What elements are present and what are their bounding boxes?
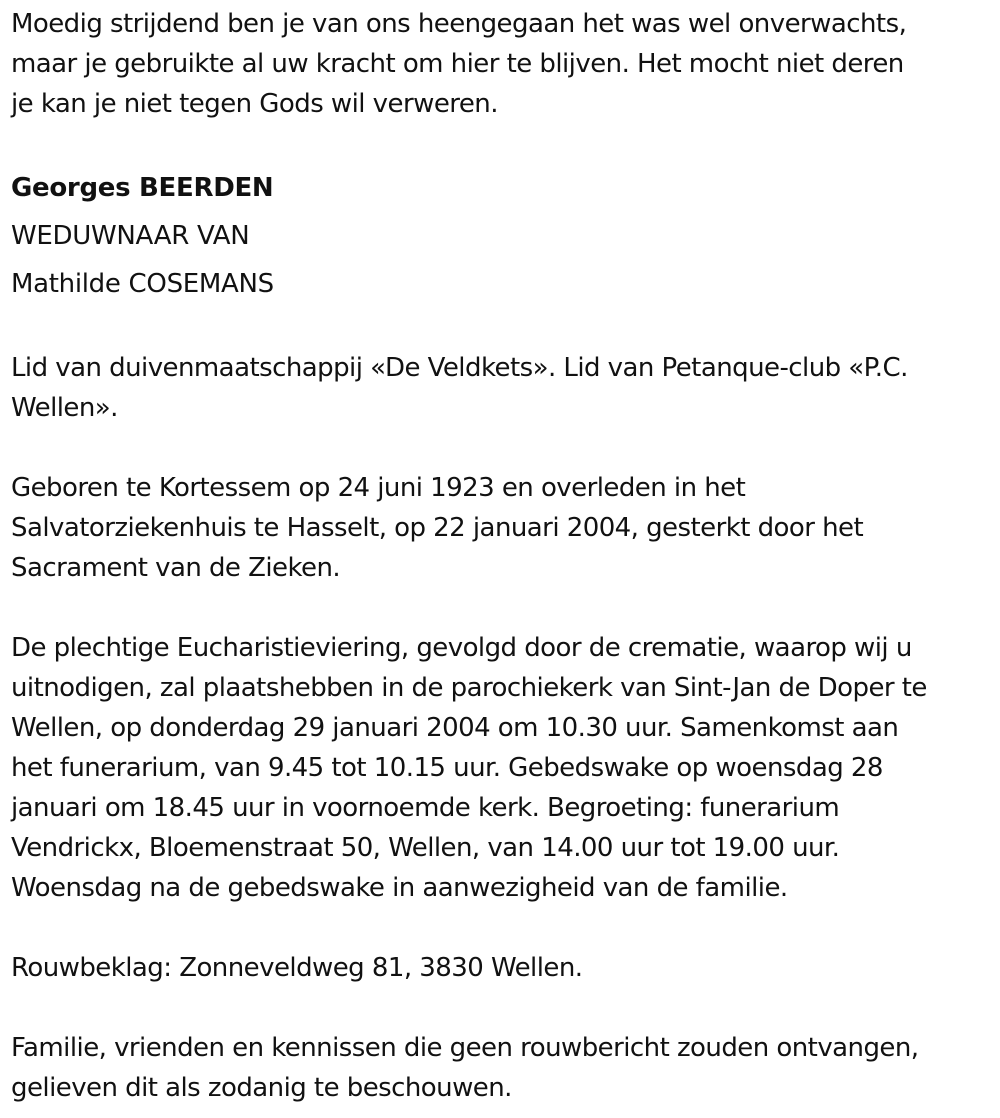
relation-label: WEDUWNAAR VAN bbox=[11, 221, 250, 251]
membership-line: Lid van duivenmaatschappij «De Veldkets». Lid van Petanque-club «P.C. bbox=[11, 353, 908, 383]
ceremony-line: Vendrickx, Bloemenstraat 50, Wellen, van 14.00 uur tot 19.00 uur. bbox=[11, 833, 840, 863]
poem-line: maar je gebruikte al uw kracht om hier te blijven. Het mocht niet deren bbox=[11, 49, 904, 79]
membership-paragraph bbox=[11, 348, 991, 428]
ceremony-line: uitnodigen, zal plaatshebben in de parochiekerk van Sint-Jan de Doper te bbox=[11, 673, 927, 703]
closing-line: gelieven dit als zodanig te beschouwen. bbox=[11, 1073, 512, 1103]
poem-line: Moedig strijdend ben je van ons heengegaan het was wel onverwachts, bbox=[11, 9, 907, 39]
deceased-name: Georges BEERDEN bbox=[11, 173, 274, 203]
obituary-document bbox=[11, 4, 991, 1108]
membership-line: Wellen». bbox=[11, 393, 118, 423]
spouse-name: Mathilde COSEMANS bbox=[11, 269, 274, 299]
birth-death-line: Salvatorziekenhuis te Hasselt, op 22 januari 2004, gesterkt door het bbox=[11, 513, 864, 543]
birth-death-paragraph bbox=[11, 468, 991, 588]
ceremony-line: De plechtige Eucharistieviering, gevolgd door de crematie, waarop wij u bbox=[11, 633, 912, 663]
birth-death-line: Geboren te Kortessem op 24 juni 1923 en overleden in het bbox=[11, 473, 746, 503]
ceremony-paragraph bbox=[11, 628, 991, 908]
birth-death-line: Sacrament van de Zieken. bbox=[11, 553, 341, 583]
condolence-line: Rouwbeklag: Zonneveldweg 81, 3830 Wellen. bbox=[11, 953, 583, 983]
ceremony-line: januari om 18.45 uur in voornoemde kerk. Begroeting: funerarium bbox=[11, 793, 840, 823]
condolence-address bbox=[11, 948, 991, 988]
deceased-block bbox=[11, 164, 991, 308]
ceremony-line: Woensdag na de gebedswake in aanwezigheid van de familie. bbox=[11, 873, 788, 903]
closing-paragraph bbox=[11, 1028, 991, 1108]
poem-line: je kan je niet tegen Gods wil verweren. bbox=[11, 89, 498, 119]
ceremony-line: Wellen, op donderdag 29 januari 2004 om 10.30 uur. Samenkomst aan bbox=[11, 713, 899, 743]
closing-line: Familie, vrienden en kennissen die geen rouwbericht zouden ontvangen, bbox=[11, 1033, 919, 1063]
ceremony-line: het funerarium, van 9.45 tot 10.15 uur. Gebedswake op woensdag 28 bbox=[11, 753, 883, 783]
poem-paragraph bbox=[11, 4, 991, 124]
